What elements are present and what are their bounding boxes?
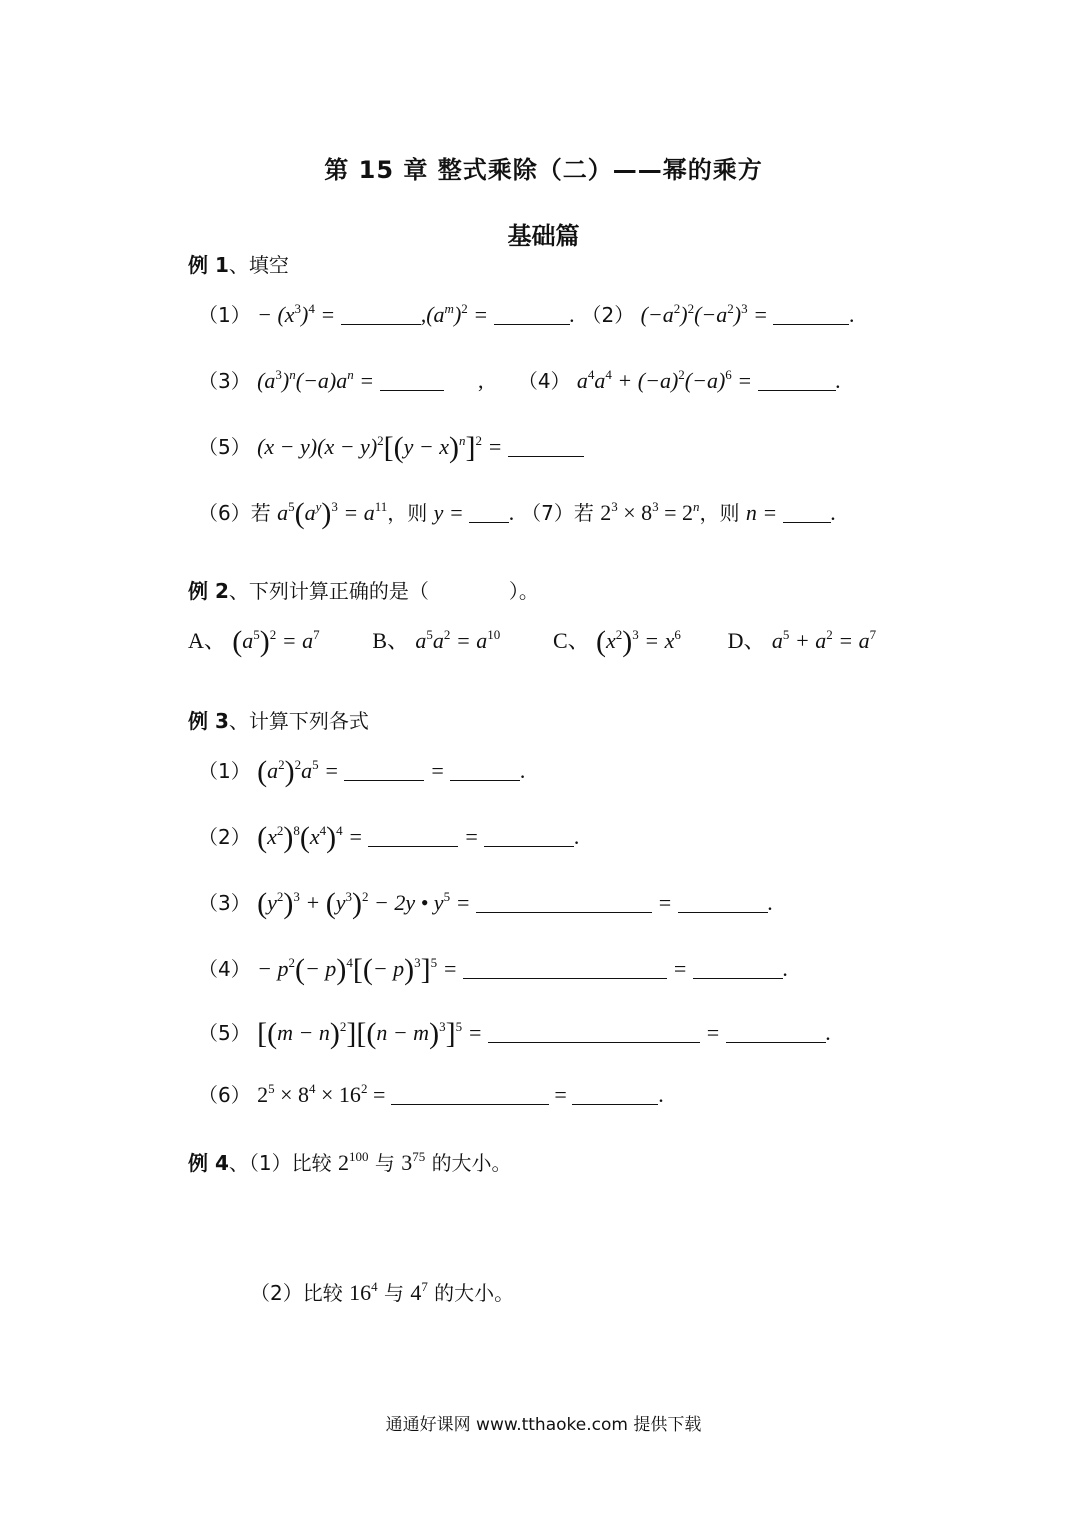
ex3-q5 [198, 1018, 831, 1049]
ex1-q4-expression: $a^4a^4 + (-a)^2(-a)^6$ = . [576, 367, 842, 393]
ex3-q6-expression: $2^5 \times 8^4 \times 16^2$ = = . [257, 1081, 664, 1107]
ex4-q1-a: $2^{100}$ [337, 1149, 369, 1175]
ex3-q4-expression: − $p^2(- p)^4[(- p)^3]^5$ = = . [257, 953, 789, 986]
example-2-text: 、下列计算正确的是（ ）。 [228, 579, 539, 603]
ex1-q7-ruo: 若 [573, 501, 594, 525]
ex2-option-a-label: A、 [188, 628, 226, 653]
ex1-item-6-number: （6） [198, 501, 251, 525]
ex3-item-3-number: （3） [198, 891, 251, 915]
example-3-text: 、计算下列各式 [228, 709, 369, 733]
example-3-label: 例 3 [188, 709, 229, 733]
example-1-text: 、填空 [228, 253, 289, 277]
ex1-q3-q4: （3） $(a^3)^n(-a)a^n$ = , （4） $a^4a^4 + (-a)^2(-a)^6$ = . [198, 367, 842, 393]
ex3-q1-expression: $(a^2)^2a^5$ = = . [257, 755, 526, 788]
ex3-item-5-number: （5） [198, 1021, 251, 1045]
ex1-q6-ruo: 若 [250, 501, 271, 525]
ex1-q7-ze: 则 [719, 501, 740, 525]
example-2-heading [188, 576, 539, 606]
ex1-item-1-number: （1） [198, 303, 251, 327]
example-2-label: 例 2 [188, 579, 229, 603]
ex1-item-5-number: （5） [198, 435, 251, 459]
ex2-option-c-label: C、 [552, 628, 590, 653]
ex3-item-6-number: （6） [198, 1083, 251, 1107]
chapter-title: 第 15 章 整式乘除（二）——幂的乘方 [324, 156, 763, 184]
ex1-q2-expression: $(-a^2)^2(-a^2)^3$ = . [640, 301, 855, 327]
ex3-q2-expression: $(x^2)^8(x^4)^4$ = = . [257, 821, 580, 854]
ex1-item-3-number: （3） [198, 369, 251, 393]
ex1-item-7-number: （7） [521, 501, 574, 525]
example-4-label: 例 4 [188, 1151, 229, 1175]
ex2-option-d: $a^5 + a^2 = a^7$ [771, 627, 877, 653]
ex4-q1-conj: 与 [374, 1151, 395, 1175]
page-footer: 通通好课网 www.tthaoke.com 提供下载 [385, 1415, 702, 1435]
ex1-q6-ze: 则 [407, 501, 428, 525]
ex3-q6 [198, 1080, 664, 1110]
ex1-q5 [198, 432, 584, 463]
ex4-q1-suffix: 的大小。 [431, 1151, 512, 1175]
ex1-item-2-number: （2） [581, 303, 635, 327]
ex2-option-b-label: B、 [372, 628, 410, 653]
ex2-option-b: $a^5a^2 = a^{10}$ [415, 627, 501, 653]
ex4-q1-prefix: 、（1）比较 [228, 1151, 332, 1175]
ex1-q1-q2 [198, 300, 855, 330]
ex1-q6-q7: （6）若 $a^5(a^y)^3 = a^{11}$，则 y = . （7）若 $2^3 \times 8^3 = 2^n$，则 n = . [198, 497, 837, 530]
ex1-q5-expression: $(x - y)(x - y)^2[(y - x)^n]^2$ = [257, 434, 584, 459]
ex1-q1-expression: − $(x^3)^4 = ,(a^m)^2$ = . [257, 301, 576, 327]
ex3-q3-expression: $(y^2)^3 + (y^3)^2 - 2y$ • $y^5$ = = . [257, 887, 774, 920]
ex2-option-c: $(x^2)^3 = x^6$ [596, 625, 681, 658]
ex2-option-d-label: D、 [727, 628, 766, 653]
ex1-q7-answer: n = . [745, 500, 837, 525]
ex4-q2-prefix: （2）比较 [250, 1281, 343, 1305]
ex4-q2-a: $16^4$ [349, 1279, 378, 1305]
example-4-item-2 [250, 1278, 514, 1308]
ex3-item-4-number: （4） [198, 957, 251, 981]
ex4-q1-b: $3^{75}$ [401, 1149, 426, 1175]
ex3-q5-expression: $[(m - n)^2][(n - m)^3]^5$ = = . [257, 1017, 832, 1050]
ex4-q2-conj: 与 [383, 1281, 404, 1305]
ex3-item-2-number: （2） [198, 825, 251, 849]
ex2-option-a: $(a^5)^2 = a^7$ [232, 625, 320, 658]
ex3-q1 [198, 756, 526, 787]
example-4-item-1 [188, 1148, 512, 1178]
example-1-label: 例 1 [188, 253, 229, 277]
ex1-q6-expression: $a^5(a^y)^3 = a^{11}$ [277, 497, 388, 530]
ex3-item-1-number: （1） [198, 759, 251, 783]
ex3-q4 [198, 954, 788, 985]
example-1-heading [188, 250, 289, 280]
ex3-q2 [198, 822, 580, 853]
ex4-q2-suffix: 的大小。 [434, 1281, 515, 1305]
ex1-q7-expression: $2^3 \times 8^3 = 2^n$ [600, 499, 700, 525]
example-3-heading [188, 706, 369, 736]
ex1-q3-expression: $(a^3)^n(-a)a^n$ = [257, 368, 444, 393]
ex4-q2-b: $4^7$ [410, 1279, 428, 1305]
ex2-options [188, 626, 876, 657]
ex1-q6-answer: y = . [433, 500, 515, 525]
section-title: 基础篇 [507, 222, 580, 250]
ex1-item-4-number: （4） [517, 369, 571, 393]
ex3-q3 [198, 888, 773, 919]
